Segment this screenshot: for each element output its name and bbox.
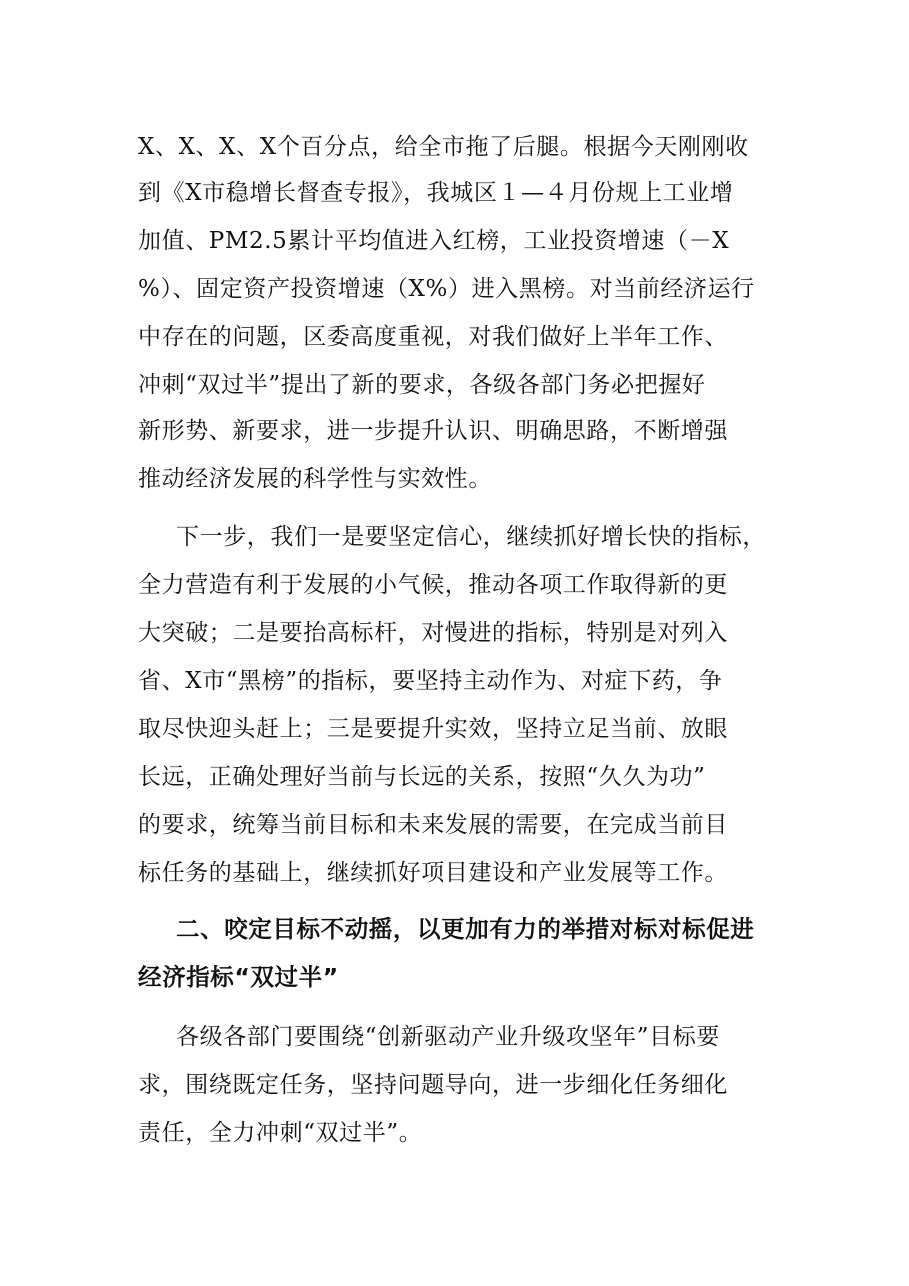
paragraph-3-line: 求，围绕既定任务，坚持问题导向，进一步细化任务细化 bbox=[138, 1072, 728, 1098]
paragraph-1-line: %）、固定资产投资增速（X%）进入黑榜。对当前经济运行 bbox=[138, 276, 755, 302]
paragraph-2-line: 标任务的基础上，继续抓好项目建设和产业发展等工作。 bbox=[138, 860, 728, 886]
section-heading-line: 经济指标“双过半” bbox=[138, 963, 339, 991]
paragraph-2-line: 下一步，我们一是要坚定信心，继续抓好增长快的指标， bbox=[176, 524, 766, 550]
paragraph-1-line: 推动经济发展的科学性与实效性。 bbox=[138, 466, 492, 492]
paragraph-3-line: 各级各部门要围绕“创新驱动产业升级攻坚年”目标要 bbox=[176, 1024, 720, 1050]
paragraph-2-line: 的要求，统筹当前目标和未来发展的需要，在完成当前目 bbox=[138, 812, 728, 838]
paragraph-1-line: 中存在的问题，区委高度重视，对我们做好上半年工作、 bbox=[138, 324, 728, 350]
paragraph-2-line: 取尽快迎头赶上；三是要提升实效，坚持立足当前、放眼 bbox=[138, 716, 728, 742]
section-heading-line: 二、咬定目标不动摇，以更加有力的举措对标对标促进 bbox=[176, 915, 755, 943]
paragraph-2-line: 全力营造有利于发展的小气候，推动各项工作取得新的更 bbox=[138, 572, 728, 598]
paragraph-2-line: 大突破；二是要抬高标杆，对慢进的指标，特别是对列入 bbox=[138, 620, 728, 646]
paragraph-1-line: 新形势、新要求，进一步提升认识、明确思路，不断增强 bbox=[138, 418, 728, 444]
paragraph-3-line: 责任，全力冲刺“双过半”。 bbox=[138, 1120, 423, 1146]
paragraph-2-line: 长远，正确处理好当前与长远的关系，按照“久久为功” bbox=[138, 764, 706, 790]
paragraph-1-line: X、X、X、X个百分点，给全市拖了后腿。根据今天刚刚收 bbox=[138, 134, 749, 160]
paragraph-1-line: 到《X市稳增长督查专报》，我城区１—４月份规上工业增 bbox=[138, 180, 734, 206]
paragraph-1-line: 冲刺“双过半”提出了新的要求，各级各部门务必把握好 bbox=[138, 372, 706, 398]
paragraph-1-line: 加值、PM2.5累计平均值进入红榜，工业投资增速（－X bbox=[138, 228, 730, 254]
paragraph-2-line: 省、X市“黑榜”的指标，要坚持主动作为、对症下药，争 bbox=[138, 668, 723, 694]
